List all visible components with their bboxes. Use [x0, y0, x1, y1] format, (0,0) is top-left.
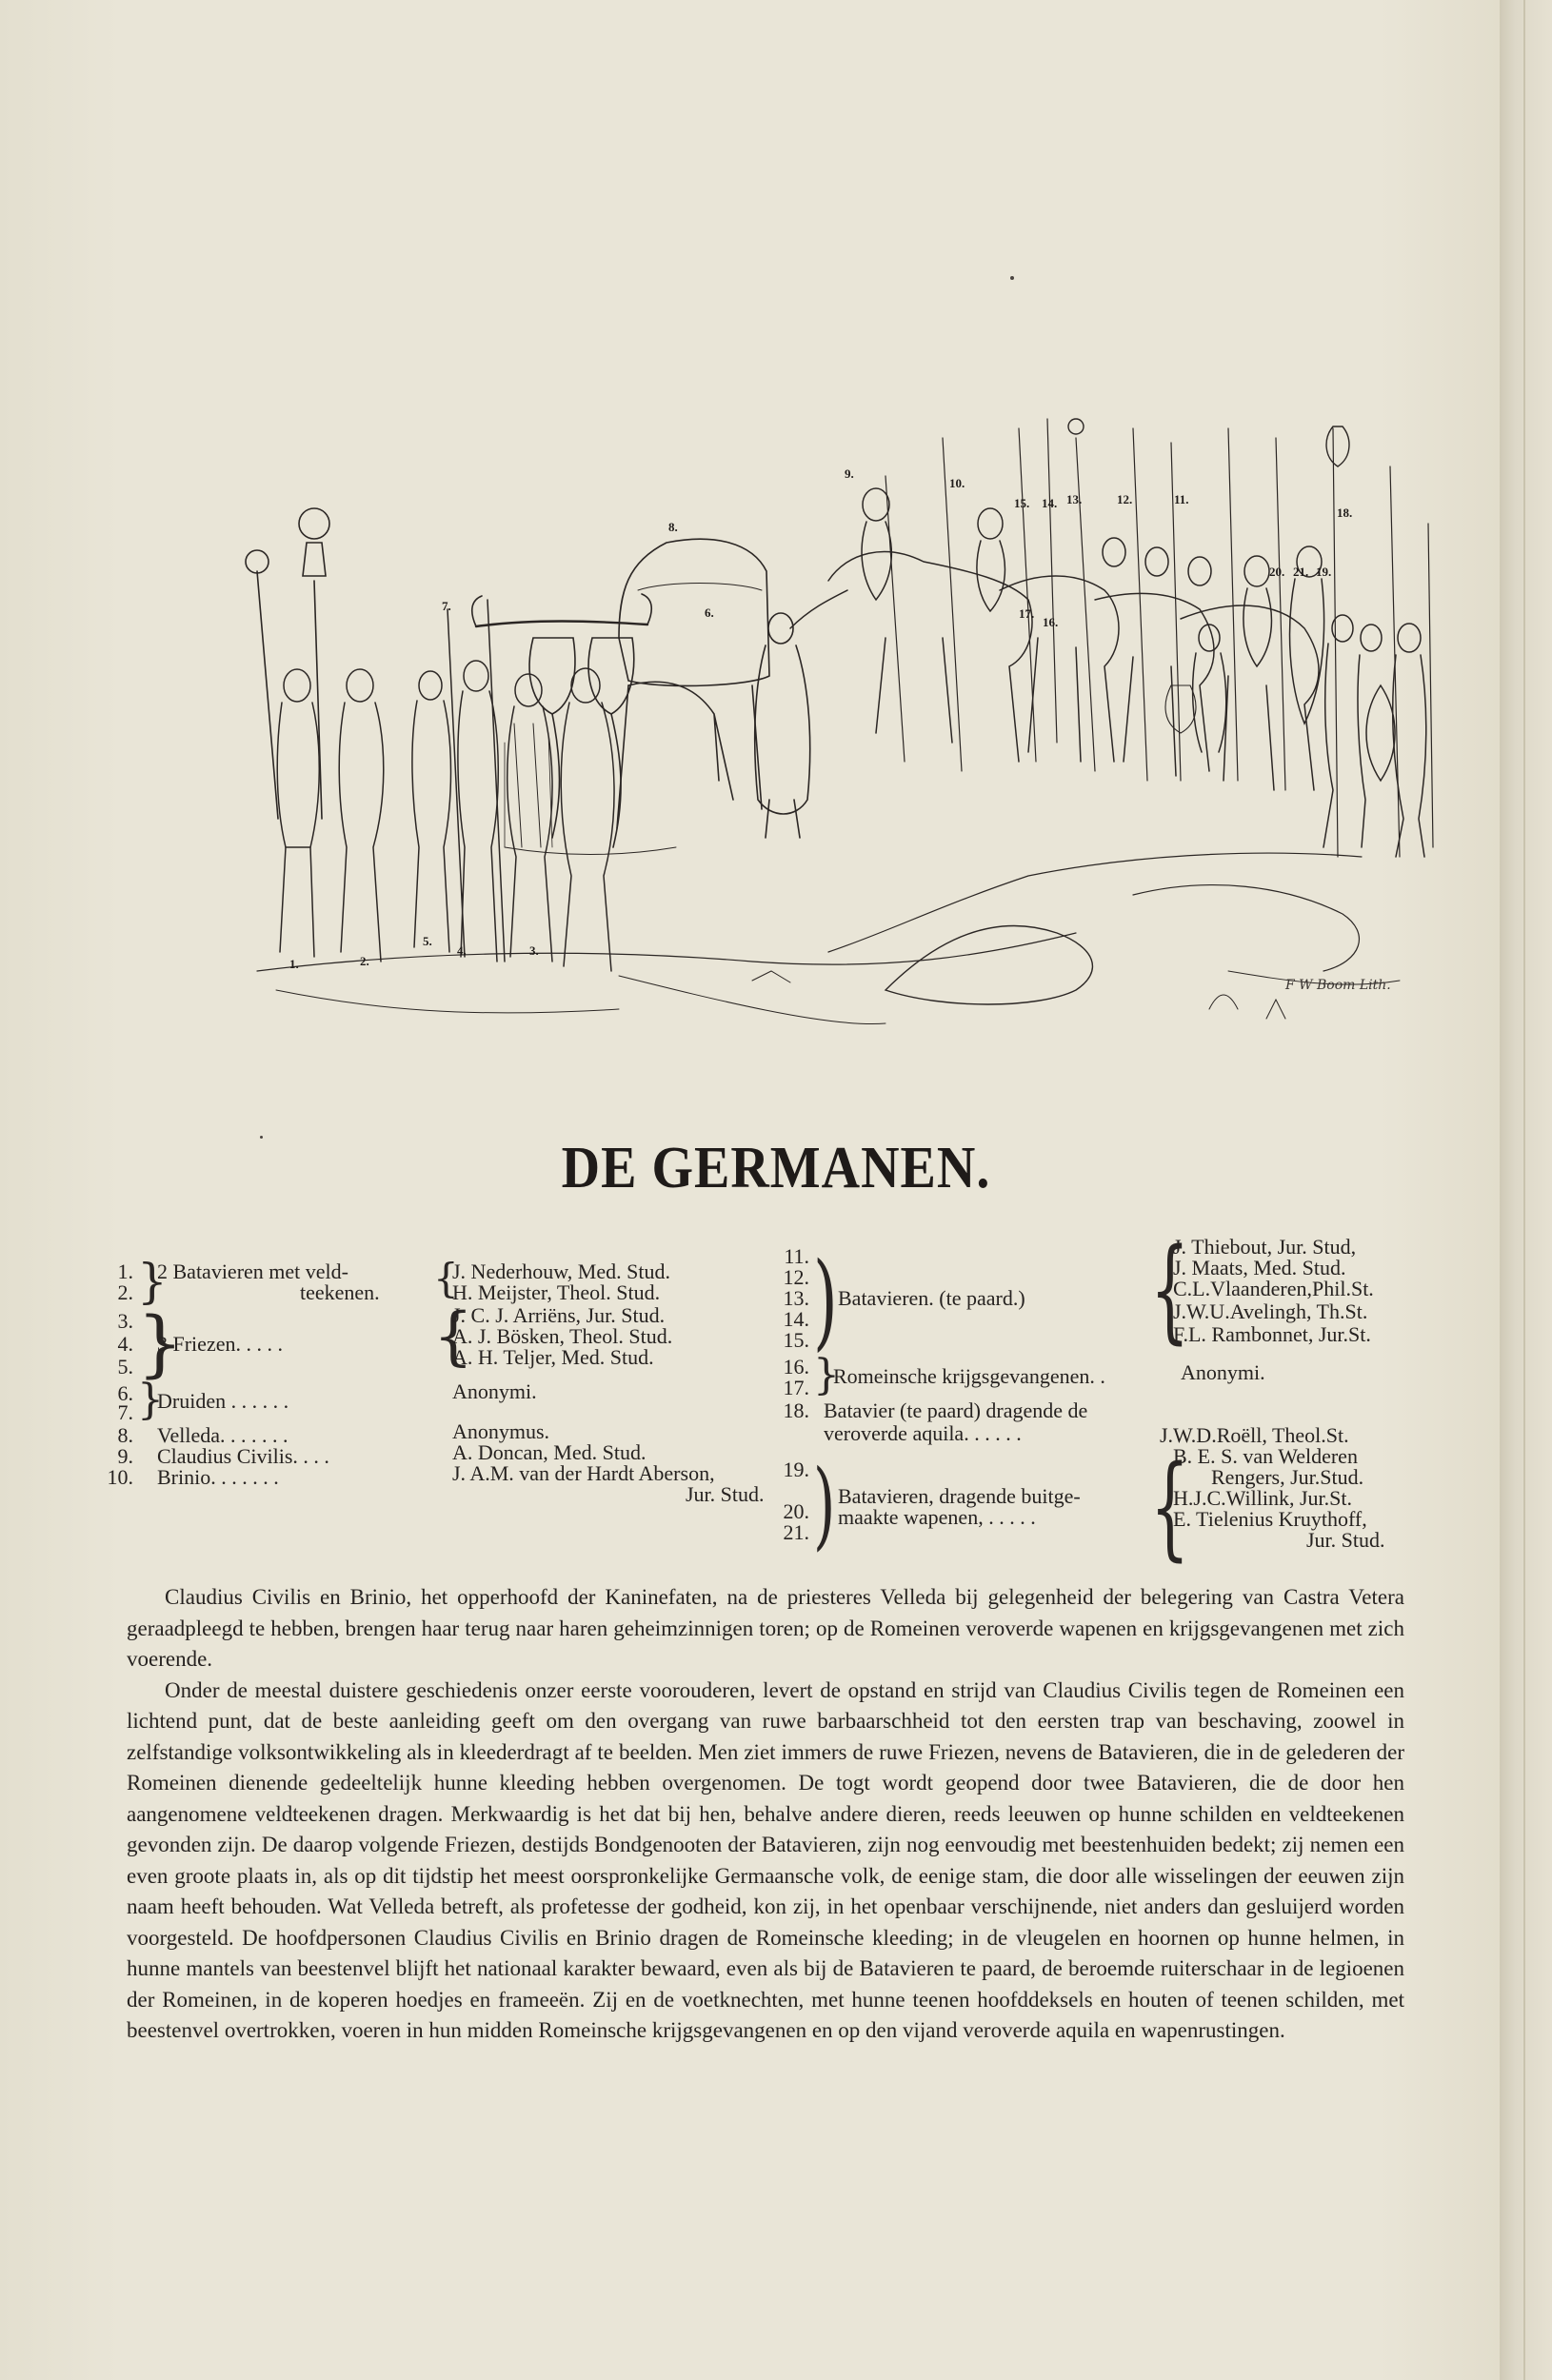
fig-num: 10.: [949, 476, 965, 490]
brace-curly: {: [433, 1299, 473, 1373]
fig-num: 16.: [1043, 615, 1059, 629]
brace-left: ): [813, 1240, 838, 1361]
legend-label: Batavieren, dragende buitge-: [838, 1484, 1081, 1508]
legend-number: 15.: [783, 1328, 809, 1352]
legend-label: Romeinsche krijgsgevangenen. .: [833, 1364, 1105, 1388]
legend-number: 8.: [117, 1423, 133, 1447]
brace-left: }: [137, 1300, 184, 1385]
legend-number: 11.: [784, 1244, 809, 1268]
description-text: [127, 1582, 1404, 2047]
legend-number: 19.: [783, 1458, 809, 1481]
legend-label: Druiden . . . . . .: [157, 1389, 289, 1413]
legend-number: 5.: [117, 1355, 133, 1378]
fig-num: 20.: [1269, 565, 1285, 579]
legend-person: A. J. Bösken, Theol. Stud.: [452, 1324, 673, 1348]
legend-label: Batavieren. (te paard.): [838, 1286, 1025, 1310]
fig-num: 21.: [1293, 565, 1309, 579]
legend-label: Batavier (te paard) dragende de: [824, 1398, 1088, 1422]
legend-number: 17.: [783, 1376, 809, 1399]
brace-curly: {: [433, 1255, 459, 1301]
legend-number: 9.: [117, 1444, 133, 1468]
legend-person: Anonymi.: [1181, 1360, 1265, 1384]
legend-right: [762, 1223, 1428, 1572]
fig-num: 9.: [845, 466, 854, 481]
legend-person: Jur. Stud.: [1306, 1528, 1385, 1552]
brace-left: }: [137, 1376, 164, 1424]
lithographer-signature: F W Boom Lith.: [1285, 978, 1391, 993]
fig-num: 15.: [1014, 496, 1030, 510]
legend-person: Rengers, Jur.Stud.: [1211, 1465, 1364, 1489]
fig-num: 11.: [1174, 492, 1189, 506]
page-title: DE GERMANEN.: [561, 1135, 991, 1201]
fig-num: 7.: [442, 599, 451, 613]
fig-num: 19.: [1316, 565, 1332, 579]
legend-label: maakte wapenen, . . . . .: [838, 1505, 1036, 1529]
legend-person: F.L. Rambonnet, Jur.St.: [1173, 1322, 1371, 1346]
legend-label: 3 Friezen. . . . .: [157, 1332, 283, 1356]
fig-num: 6.: [705, 605, 714, 620]
legend-label: 2 Batavieren met veld-: [157, 1259, 348, 1283]
legend-person: J.W.D.Roëll, Theol.St.: [1160, 1423, 1349, 1447]
legend-number: 20.: [783, 1499, 809, 1523]
legend-person: B. E. S. van Welderen: [1173, 1444, 1358, 1468]
legend-person: J. C. J. Arriëns, Jur. Stud.: [452, 1303, 666, 1327]
legend-person: J. A.M. van der Hardt Aberson,: [452, 1461, 715, 1485]
paragraph: Onder de meestal duistere geschiedenis onzer eerste voorouderen, levert de opstand en strijd van Claudius Civilis tegen de Romeinen een lichtend punt, dat de beste aanleiding geeft om den overgang van ruwe barbaarschheid tot den eersten trap van beschaving, zoowel in zelfstandige volksontwikkeling als in kleederdragt af te beelden. Men ziet immers de ruwe Friezen, nevens de Batavieren, die in de gelederen der Romeinen dienende gedeeltelijk hunne kleeding hebben overgenomen. De togt wordt geopend door twee Batavieren, die de door hen aangenomene veldteekenen dragen. Merkwaardig is het dat bij hen, behalve andere dieren, reeds leeuwen op hunne schilden en veldteekenen gevonden zijn. De daarop volgende Friezen, destijds Bondgenooten der Batavieren, zijn nog eenvoudig met beestenhuiden bedekt; zij nemen een even groote plaats in, als op dit tijdstip het meest oorspronkelijke Germaansche volk, de eenige stam, die door alle wisselingen der eeuwen zijn naam heeft behouden. Wat Velleda betreft, als profetesse der godheid, kon zij, in het openbaar verschijnende, niet anders dan gesluijerd worden voorgesteld. De hoofdpersonen Claudius Civilis en Brinio dragen de Romeinsche kleeding; in de vleugelen en hoornen op hunne helmen, in hunne mantels van beestenvel blijft het nationaal karakter bewaard, even als bij de Batavieren te paard, de beroemde ruiterschaar in de legioenen der Romeinen, in de koperen hoedjes en frameeën. Zij en de voetknechten, met hunne teenen hoofddeksels en houten of teenen schilden, met beestenvel overtrokken, voeren in hun midden Romeinsche krijgsgevangenen en op den vijand veroverde aquila en wapenrustingen.: [127, 1677, 1404, 2042]
legend-person: Anonymus.: [452, 1419, 550, 1443]
legend-label: Velleda. . . . . . .: [157, 1423, 289, 1447]
legend-number: 12.: [783, 1265, 809, 1289]
legend-number: 4.: [117, 1332, 133, 1356]
legend-label: Claudius Civilis. . . .: [157, 1444, 329, 1468]
legend-person: Anonymi.: [452, 1379, 537, 1403]
fig-num: 3.: [529, 943, 539, 958]
legend-person: J.W.U.Avelingh, Th.St.: [1173, 1299, 1368, 1323]
legend-number: 7.: [117, 1400, 133, 1424]
legend-person: E. Tielenius Kruythoff,: [1173, 1507, 1367, 1531]
legend-person: J. Maats, Med. Stud.: [1173, 1256, 1346, 1279]
legend-person: A. Doncan, Med. Stud.: [452, 1440, 647, 1464]
legend-number: 16.: [783, 1355, 809, 1378]
legend-number: 21.: [783, 1520, 809, 1544]
legend-number: 10.: [107, 1465, 133, 1489]
fig-num: 4.: [457, 943, 467, 958]
brace-left: }: [137, 1254, 168, 1309]
brace-curly: {: [1150, 1223, 1190, 1355]
legend-label: teekenen.: [300, 1280, 380, 1304]
legend-number: 2.: [117, 1280, 133, 1304]
legend-left: [95, 1242, 765, 1509]
legend-person: J. Thiebout, Jur. Stud,: [1173, 1235, 1357, 1259]
fig-num: 2.: [360, 954, 369, 968]
legend-number: 14.: [783, 1307, 809, 1331]
fig-num: 13.: [1066, 492, 1083, 506]
fig-num: 5.: [423, 934, 432, 948]
brace-curly: {: [1150, 1440, 1190, 1572]
fig-num: 18.: [1337, 506, 1353, 520]
fig-num: 8.: [668, 520, 678, 534]
legend-person: H.J.C.Willink, Jur.St.: [1173, 1486, 1352, 1510]
legend-number: 6.: [117, 1381, 133, 1405]
legend-person: J. Nederhouw, Med. Stud.: [452, 1259, 670, 1283]
legend-number: 18.: [783, 1398, 809, 1422]
brace-left: }: [813, 1351, 840, 1399]
fig-num: 1.: [289, 957, 299, 971]
ink-speck: [1010, 276, 1014, 280]
fig-num: 17.: [1019, 606, 1035, 621]
legend-number: 1.: [117, 1259, 133, 1283]
legend-person: Jur. Stud.: [686, 1482, 765, 1506]
fig-num: 14.: [1042, 496, 1058, 510]
legend-number: 3.: [117, 1309, 133, 1333]
legend-person: H. Meijster, Theol. Stud.: [452, 1280, 661, 1304]
figure-number-labels: [0, 0, 1552, 1047]
legend-label: Brinio. . . . . . .: [157, 1465, 279, 1489]
brace-left: ): [813, 1449, 836, 1560]
legend-label: veroverde aquila. . . . . .: [824, 1421, 1022, 1445]
legend-person: A. H. Teljer, Med. Stud.: [452, 1345, 654, 1369]
legend-number: 13.: [783, 1286, 809, 1310]
paragraph: Claudius Civilis en Brinio, het opperhoofd der Kaninefaten, na de priesteres Velleda bij gelegenheid der belegering van Castra Vetera geraadpleegd te hebben, brengen haar terug naar haren geheimzinnigen toren; op de Romeinen veroverde wapenen en krijgsgevangenen met zich voerende.: [127, 1585, 1404, 1671]
legend-person: C.L.Vlaanderen,Phil.St.: [1173, 1277, 1374, 1300]
fig-num: 12.: [1117, 492, 1133, 506]
